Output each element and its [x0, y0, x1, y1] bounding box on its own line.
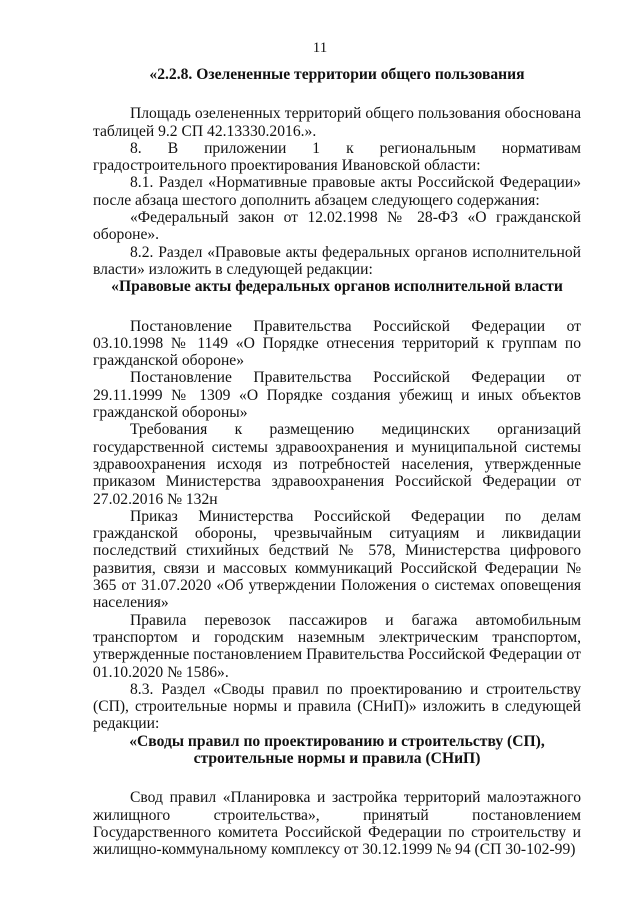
document-body [93, 66, 581, 858]
act-resolution-1309: Постановление Правительства Российской Федерации от 29.11.1999 № 1309 «О Порядке создания убежищ и иных объектов гражданской обороны» [93, 369, 581, 422]
section-heading-codes-line2: строительные нормы и правила (СНиП) [193, 749, 481, 767]
section-heading-green-areas: «2.2.8. Озелененные территории общего пользования [149, 66, 525, 83]
paragraph-item-8-1: 8.1. Раздел «Нормативные правовые акты Российской Федерации» после абзаца шестого дополнить абзацем следующего содержания: [93, 174, 581, 209]
paragraph-federal-law: «Федеральный закон от 12.02.1998 № 28-ФЗ «О гражданской обороне». [93, 209, 581, 244]
act-transport-rules: Правила перевозок пассажиров и багажа автомобильным транспортом и городским наземным электрическим транспортом, утвержденные постановлением Правительства Российской Федерации от 01.10.2020 № 1586». [93, 611, 581, 681]
paragraph-item-8-3: 8.3. Раздел «Своды правил по проектированию и строительству (СП), строительные нормы и правила (СНиП)» изложить в следующей редакции: [93, 680, 581, 733]
paragraph-item-8: 8. В приложении 1 к региональным нормативам градостроительного проектирования Ивановской области: [93, 139, 581, 175]
act-order-578: Приказ Министерства Российской Федерации по делам гражданской обороны, чрезвычайным ситуациям и ликвидации последствий стихийных бедствий № 578, Министерства цифрового развития, связи и массовых коммуникаций Российской Федерации № 365 от 31.07.2020 «Об утверждении Положения о системах оповещения населения» [93, 507, 581, 612]
page-number: 11 [312, 40, 328, 56]
section-heading-federal-acts: «Правовые акты федеральных органов исполнительной власти [111, 278, 563, 296]
section-heading-codes-line1: «Своды правил по проектированию и строительству (СП), [129, 732, 545, 750]
act-medical-requirements: Требования к размещению медицинских организаций государственной системы здравоохранения и муниципальной системы здравоохранения исходя из потребностей населения, утвержденные приказом Министерства здравоохранения Российской Федерации от 27.02.2016 № 132н [93, 421, 581, 508]
paragraph-code-sp30: Свод правил «Планировка и застройка территорий малоэтажного жилищного строительства», принятый постановлением Государственного комитета Российской Федерации по строительству и жилищно-коммунальному комплексу от 30.12.1999 № 94 (СП 30-102-99) [93, 789, 581, 859]
paragraph-item-8-2: 8.2. Раздел «Правовые акты федеральных органов исполнительной власти» изложить в следующей редакции: [93, 243, 581, 278]
paragraph-green-area: Площадь озелененных территорий общего пользования обоснована таблицей 9.2 СП 42.13330.2016.». [93, 105, 581, 140]
act-resolution-1149: Постановление Правительства Российской Федерации от 03.10.1998 № 1149 «О Порядке отнесения территорий к группам по гражданской обороне» [93, 317, 581, 370]
